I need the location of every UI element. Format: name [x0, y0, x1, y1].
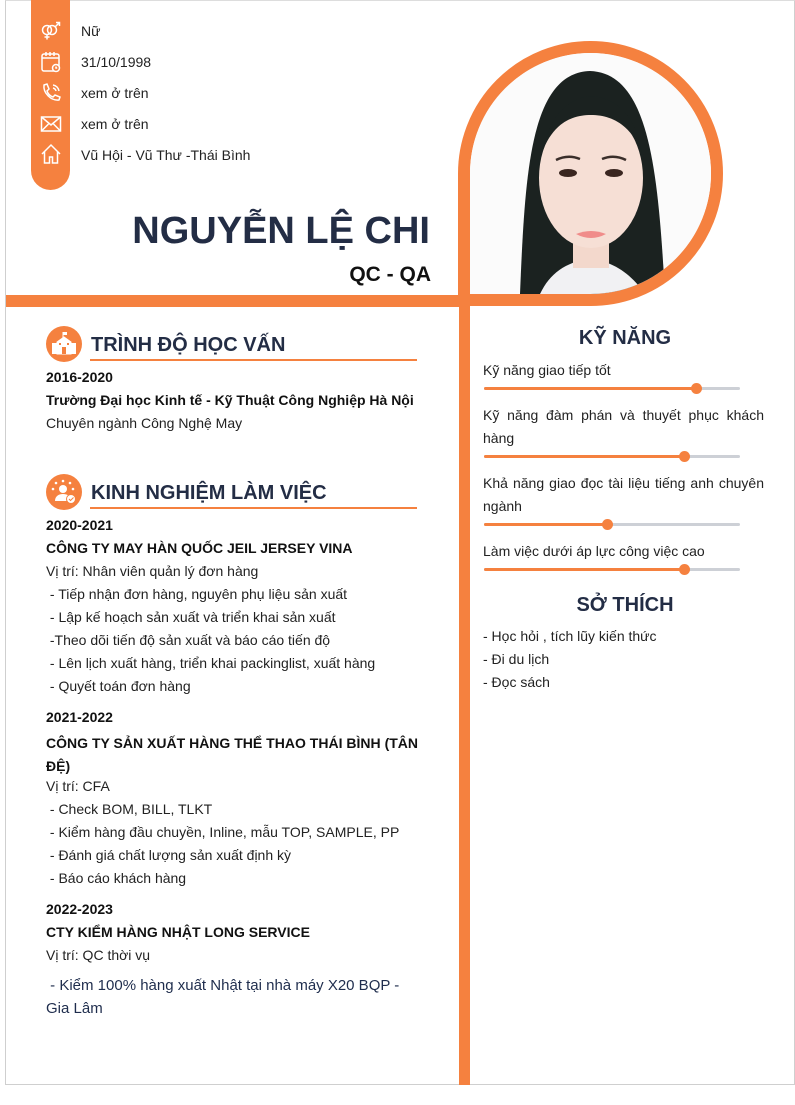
phone-value: xem ở trên [81, 85, 149, 101]
skill-label: Kỹ năng đàm phán và thuyết phục khách hàng [483, 407, 764, 446]
skill-label: Làm việc dưới áp lực công việc cao [483, 543, 705, 559]
skill-label: Khả năng giao đọc tài liệu tiếng anh chuyên ngành [483, 475, 764, 514]
experience-heading: KINH NGHIỆM LÀM VIỆC [91, 482, 327, 504]
candidate-name: NGUYỄN LỆ CHI [132, 210, 430, 252]
hobby-item: - Học hỏi , tích lũy kiến thức [483, 628, 657, 644]
experience-underline [90, 507, 417, 509]
job-task: - Kiểm 100% hàng xuất Nhật tại nhà máy X20 BQP - Gia Lâm [46, 977, 404, 1017]
education-heading: TRÌNH ĐỘ HỌC VẤN [91, 334, 286, 356]
gender-icon [40, 20, 62, 42]
job-company: CÔNG TY SẢN XUẤT HÀNG THỂ THAO THÁI BÌNH (TÂN ĐỆ) [46, 735, 418, 774]
job-task: - Báo cáo khách hàng [46, 870, 187, 886]
home-icon [40, 143, 62, 165]
email-icon [40, 113, 62, 135]
job-company: CÔNG TY MAY HÀN QUỐC JEIL JERSEY VINA [46, 540, 353, 556]
education-underline [90, 359, 417, 361]
job-period: 2021-2022 [46, 709, 113, 725]
candidate-role: QC - QA [349, 263, 431, 286]
gender-value: Nữ [81, 23, 101, 39]
hobby-item: - Đi du lịch [483, 651, 550, 667]
job-task: - Đánh giá chất lượng sản xuất định kỳ [46, 847, 292, 863]
skill-bar [484, 455, 740, 458]
profile-photo [458, 41, 723, 306]
address-value: Vũ Hội - Vũ Thư -Thái Bình [81, 147, 251, 163]
team-icon [46, 474, 82, 510]
job-position: Vị trí: QC thời vụ [46, 947, 151, 963]
email-value: xem ở trên [81, 116, 149, 132]
job-task: - Kiểm hàng đầu chuyền, Inline, mẫu TOP, SAMPLE, PP [46, 824, 400, 840]
skill-bar [484, 387, 740, 390]
skill-bar-fill [484, 387, 696, 390]
skill-bar-knob [602, 519, 613, 530]
school-icon [46, 326, 82, 362]
job-period: 2020-2021 [46, 517, 113, 533]
dob-value: 31/10/1998 [81, 54, 152, 70]
education-period: 2016-2020 [46, 369, 113, 385]
job-task: - Check BOM, BILL, TLKT [46, 801, 213, 817]
education-school: Trường Đại học Kinh tế - Kỹ Thuật Công Nghiệp Hà Nội [46, 392, 414, 408]
horizontal-divider [6, 295, 470, 307]
hobbies-heading: SỞ THÍCH [576, 594, 674, 616]
skill-label: Kỹ năng giao tiếp tốt [483, 362, 611, 378]
skill-bar-knob [679, 451, 690, 462]
job-task: -Theo dõi tiến độ sản xuất và báo cáo tiến độ [46, 632, 331, 648]
phone-icon [40, 82, 62, 104]
skill-bar [484, 568, 740, 571]
job-task: - Lập kế hoạch sản xuất và triển khai sản xuất [46, 609, 336, 625]
skill-bar-fill [484, 455, 684, 458]
calendar-icon [40, 51, 62, 73]
job-task: - Tiếp nhận đơn hàng, nguyên phụ liệu sản xuất [46, 586, 348, 602]
skill-bar [484, 523, 740, 526]
job-task: - Quyết toán đơn hàng [46, 678, 191, 694]
job-period: 2022-2023 [46, 901, 113, 917]
hobby-item: - Đọc sách [483, 674, 550, 690]
vertical-divider [459, 170, 470, 1085]
skill-bar-fill [484, 568, 684, 571]
job-position: Vị trí: CFA [46, 778, 110, 794]
skill-bar-fill [484, 523, 607, 526]
education-major: Chuyên ngành Công Nghệ May [46, 415, 243, 431]
job-company: CTY KIỂM HÀNG NHẬT LONG SERVICE [46, 924, 310, 940]
portrait-image [470, 53, 711, 294]
skills-heading: KỸ NĂNG [578, 327, 672, 349]
skill-bar-knob [679, 564, 690, 575]
job-position: Vị trí: Nhân viên quản lý đơn hàng [46, 563, 259, 579]
job-task: - Lên lịch xuất hàng, triển khai packinglist, xuất hàng [46, 655, 376, 671]
